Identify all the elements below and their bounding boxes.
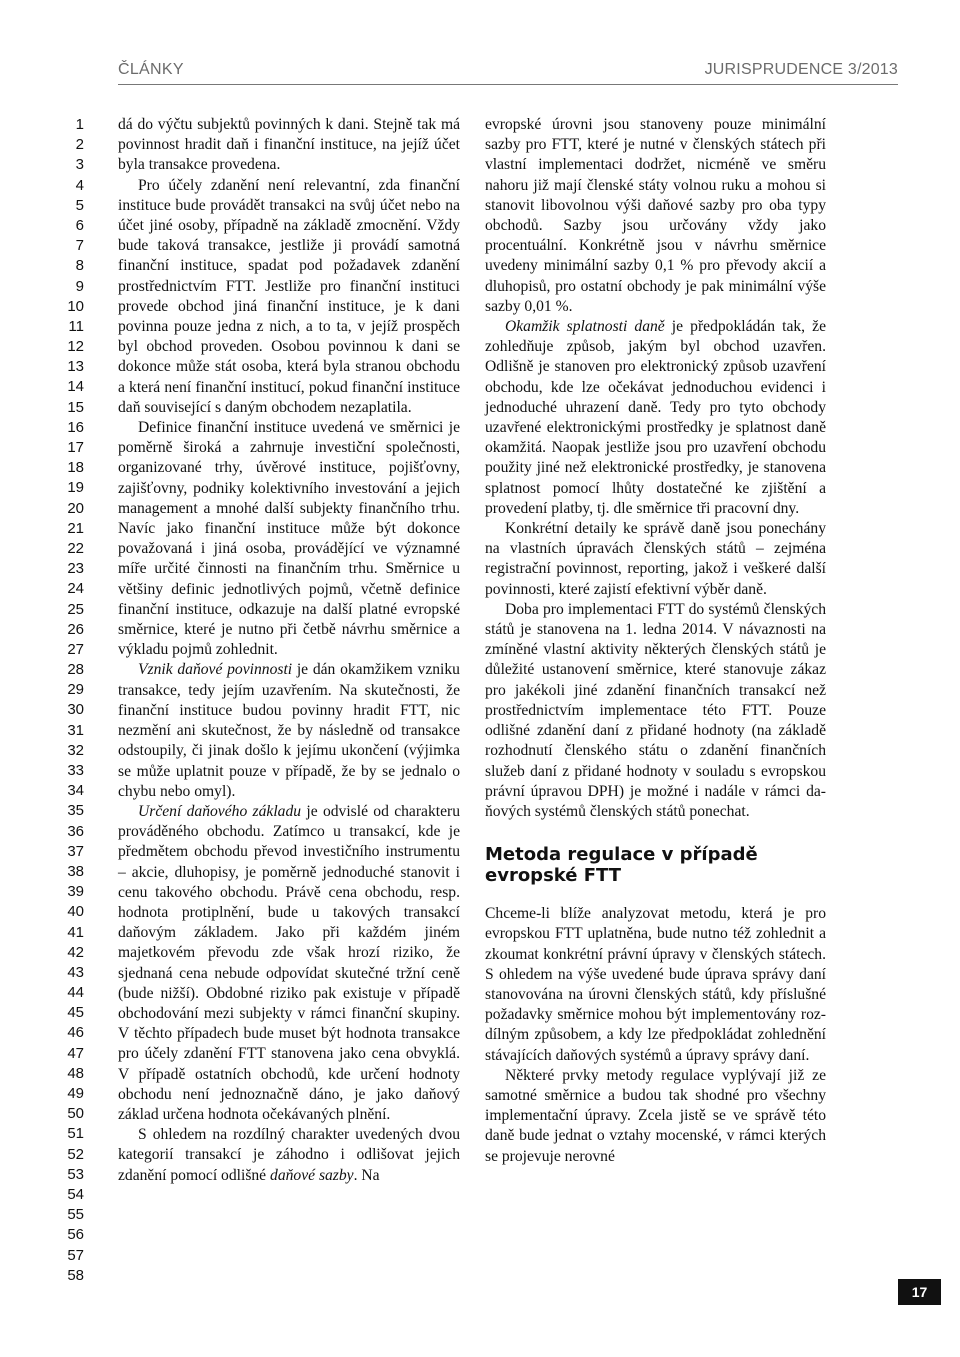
line-number: 34 (67, 782, 84, 800)
line-number: 42 (67, 943, 84, 961)
line-number: 32 (67, 741, 84, 759)
line-number: 19 (67, 479, 84, 497)
term-italic: Vznik daňové povinnosti (138, 661, 293, 679)
line-number: 46 (67, 1024, 84, 1042)
line-number: 52 (67, 1145, 84, 1163)
line-number: 29 (67, 681, 84, 699)
paragraph: S ohledem na rozdílný charakter uvedených dvou kategorií transakcí je záhodno i odlišovat jejich zdanění pomocí odlišné daňové sazby. Na (118, 1126, 460, 1184)
line-number: 7 (75, 237, 84, 255)
line-number: 35 (67, 802, 84, 820)
line-number: 50 (67, 1105, 84, 1123)
term-italic: Okamžik splatnosti daně (505, 318, 665, 336)
line-number: 9 (75, 277, 84, 295)
line-number: 13 (67, 358, 84, 376)
paragraph: Vznik daňové povinnosti je dán okamžikem vzniku transakce, tedy jejím uzavřením. Na skutečnosti, že finanční instituce budou povinny hradit FTT, nic nezmění ani skutečnost, že by následně od transakce odstoupily, či jinak došlo k jejímu ukončení (výjimka se může uplatnit pouze v případě, že by se jednalo o chybu nebo omyl). (118, 661, 460, 800)
paragraph: dá do výčtu subjektů povinných k dani. Stejně tak má povinnost hradit daň i finanční instituce, na jejíž účet byla transakce provedena. (118, 116, 460, 174)
paragraph: Některé prvky metody regulace vyplývají již ze samotné směrnice a budou tak shodné pro všechny implementační úpravy. Zcela jistě se ve správě této daně bude jednat o vztahy mocenské, v rámci kterých se projevuje nerovné (485, 1066, 826, 1165)
line-number: 45 (67, 1004, 84, 1022)
line-number: 31 (67, 721, 84, 739)
paragraph: evropské úrovni jsou stanoveny pouze minimální sazby pro FTT, které je nutné v členských státech při vlastní implementaci dodržet, nicméně ve směru nahoru již mají členské státy volnou ruku a mohou si stanovit libovolnou výši daňové sazby pro oba typy obchodů. Sazby jsou určovány vždy jako procentuální. Konkrétně jsou v návrhu směrnice uvedeny minimální sazby 0,1 % pro převody akcií a dluhopisů, pro ostatní obchody je pak minimální výše sazby 0,01 %. (485, 116, 826, 315)
line-number: 54 (67, 1185, 84, 1203)
line-number: 12 (67, 338, 84, 356)
line-number: 39 (67, 883, 84, 901)
line-number: 58 (67, 1266, 84, 1284)
paragraph: Konkrétní detaily ke správě daně jsou ponechány na vlastních úpravách členských států – zejména registrační povinnost, reporting, jakož i veškeré další povinnosti, které zajistí efektivní výběr daně. (485, 520, 826, 598)
line-number: 8 (75, 257, 84, 275)
line-number: 21 (67, 519, 84, 537)
line-number: 53 (67, 1165, 84, 1183)
line-number: 36 (67, 822, 84, 840)
journal-title: JURISPRUDENCE 3/2013 (704, 61, 898, 78)
line-number: 17 (67, 439, 84, 456)
paragraph: Doba pro implementaci FTT do systémů členských států je stanovena na 1. ledna 2014. V návaznosti na zmíněné vlastní aktivity některých členských států je důležité ustanovení směrnice, které stanovuje zákaz pro jakékoli jiné zdanění finančních transakcí než prostřednictvím implementace této FTT. Pouze odlišné zdanění daní z přidané hodnoty (na základě rozhodnutí členského státu o zdanění finančních služeb daní z přidané hodnoty v souladu s evropskou právní úpravou DPH) je možné i nadále v rámci daňových systémů členských států ponechat. (485, 600, 826, 820)
line-number: 11 (68, 317, 84, 335)
section-label: ČLÁNKY (118, 61, 184, 78)
section-heading: Metoda regulace v případě evropské FTT (485, 844, 758, 887)
paragraph: Určení daňového základu je odvislé od charakteru prováděného obchodu. Zatímco u transakcí, kde je předmětem obchodu převod investičního instrumentu – akcie, dluhopisy, je poměrně jednoduché stanovit i cenu takového obchodu. Právě cena obchodu, resp. hodnota protiplnění, bude u takových transakcí daňovým základem. Jako při každém jiném majetkovém převodu zde však hrozí riziko, že sjednaná cena nebude odpovídat skutečné tržní ceně (bude nižší). Obdobné riziko pak existuje v případě obchodování mezi subjekty v rámci finanční skupiny. V těchto případech bude muset být hodnota transakce pro účely zdanění FTT stanovena jako cena obvyklá. V případě ostatních obchodů, kde určení hodnoty obchodu není jednoznačně dáno, je jako daňový základ určena hodnota očekávaných plnění. (118, 802, 460, 1123)
line-number: 25 (67, 600, 84, 618)
paragraph: Definice finanční instituce uvedená ve směrnici je poměrně široká a zahrnuje investiční společnosti, organizované trhy, úvěrové instituce, pojišťovny, zajišťovny, podniky kolektivního investování a jejich management a mnohé další subjekty finančního trhu. Navíc jako finanční instituce může být dokonce považovaná i jiná osoba, provádějící ve významné míře určité činnosti na finančním trhu. Směrnice u většiny definic jednotlivých pojmů, včetně definice finanční instituce, odkazuje na další platné evropské směrnice, které je nutno při četbě návrhu směrnice a výkladu pojmů zohlednit. (118, 419, 460, 659)
column-right (485, 115, 826, 1167)
line-number: 16 (67, 418, 84, 436)
line-number: 41 (67, 923, 84, 941)
line-number: 3 (75, 156, 84, 174)
line-number: 23 (67, 560, 84, 578)
term-italic: Určení daňového základu (138, 802, 302, 820)
line-number: 57 (67, 1246, 84, 1264)
paragraph: Okamžik splatnosti daně je předpokládán tak, že zohledňuje způsob, jakým byl obchod uzavřen. Odlišně je stanoven pro elektronický způsob uzavření obchodu, kde lze očekávat jednoduchou evidenci i jednoduché uhrazení daně. Tedy pro tyto obchody uzavřené elektronickými prostředky je splatnost daně okamžitá. Naopak jestliže jsou pro uzavření obchodu použity jiné než elektronické prostředky, je stanovena splatnost pomocí lhůty dostatečné ke zjištění a provedení platby, tj. dle směrnice tři pracovní dny. (485, 318, 826, 517)
line-number: 27 (67, 640, 84, 658)
line-number: 56 (67, 1226, 84, 1244)
header-rule (118, 84, 898, 85)
term-italic: daňové sazby (270, 1166, 354, 1184)
column-left (118, 115, 460, 1186)
line-number: 5 (75, 196, 84, 214)
line-number: 4 (75, 176, 84, 194)
line-number: 44 (67, 984, 84, 1002)
line-number: 15 (67, 398, 84, 416)
line-number: 51 (67, 1125, 84, 1143)
line-number: 30 (67, 701, 84, 719)
line-number: 26 (67, 620, 84, 638)
line-number: 20 (67, 499, 84, 517)
line-number: 49 (67, 1085, 84, 1102)
line-number: 24 (67, 580, 84, 598)
line-number: 48 (67, 1064, 84, 1082)
line-number: 6 (75, 216, 84, 234)
line-number: 2 (75, 136, 84, 154)
line-number: 40 (67, 903, 84, 921)
line-number: 18 (67, 459, 84, 477)
paragraph: Chceme-li blíže analyzovat metodu, která je pro evropskou FTT uplatněna, bude nutno též zohlednit a zkoumat konkrétní právní úpravy v členských státech. S ohledem na výše uvedené bude úprava správy daní stanovována na úrovni členských států, kdy příslušné požadavky směrnice mohou být implementovány rozdílným způsobem, a kdy lze předpokládat zohlednění stávajících daňových systémů a úpravy správy daní. (485, 905, 826, 1064)
line-number: 37 (67, 842, 84, 860)
line-number: 55 (67, 1206, 84, 1224)
line-number: 43 (67, 963, 84, 981)
page-number-badge: 17 (898, 1279, 941, 1305)
line-number: 28 (67, 661, 84, 679)
line-number: 1 (75, 116, 84, 133)
line-number: 22 (67, 539, 84, 557)
line-number: 10 (67, 297, 84, 315)
line-number: 14 (67, 378, 84, 396)
line-number: 38 (67, 862, 84, 880)
line-number: 47 (67, 1044, 84, 1062)
line-numbers (40, 115, 84, 1286)
line-number: 33 (67, 762, 84, 779)
page-header (0, 58, 960, 88)
paragraph: Pro účely zdanění není relevantní, zda finanční instituce bude provádět transakci na svůj účet nebo na účet jiné osoby, případně na základě zmocnění. Vždy bude taková transakce, jestliže ji provádí samotná finanční instituce, spadat pod požadavek zdanění prostřednictvím FTT. Jestliže pro finanční instituci provede obchod jiná finanční instituce, je k dani povinna pouze jedna z nich, a to ta, v jejíž prospěch byl obchod proveden. Osobou povinnou k dani se dokonce může stát osoba, která byla stranou obchodu a která není finanční institucí, pokud finanční instituce daň související s daným obchodem nezaplatila. (118, 176, 460, 416)
